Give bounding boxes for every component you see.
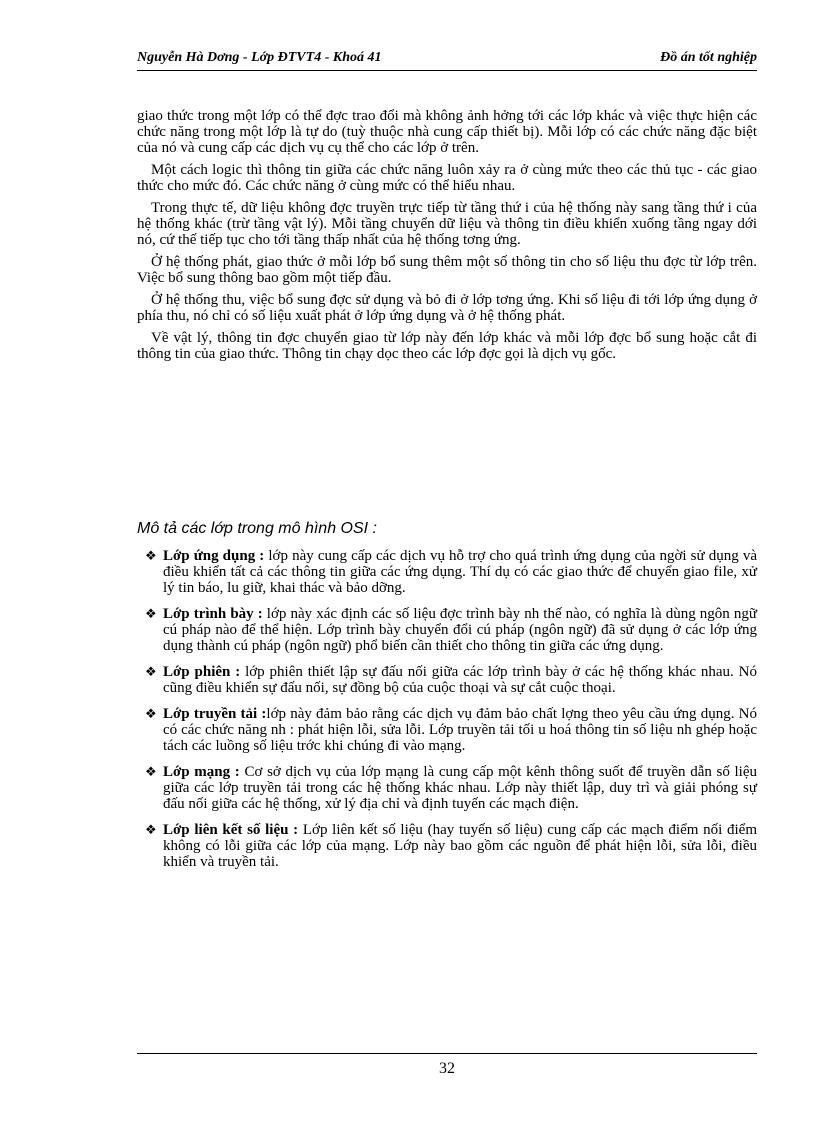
diamond-bullet-icon: ❖ xyxy=(145,706,157,721)
paragraph: Ở hệ thống phát, giao thức ở mỗi lớp bổ sung thêm một số thông tin cho số liệu thu đợc từ lớp trên. Việc bổ sung thông bao gồm một tiếp đầu. xyxy=(137,254,757,286)
diamond-bullet-icon: ❖ xyxy=(145,664,157,679)
footer-rule xyxy=(137,1053,757,1054)
item-text: lớp này đảm bảo rằng các dịch vụ đảm bảo chất lợng theo yêu cầu ứng dụng. Nó có các chức năng nh : phát hiện lỗi, sửa lỗi. Lớp truyền tải tối u hoá thông tin số liệu nh ghép hoặc tách các luồng số liệu trớc khi chúng đi vào mạng. xyxy=(163,706,757,754)
paragraph: Về vật lý, thông tin đợc chuyển giao từ lớp này đến lớp khác và mỗi lớp đợc bổ sung hoặc cắt đi thông tin của giao thức. Thông tin chạy dọc theo các lớp đợc gọi là dịch vụ gốc. xyxy=(137,330,757,362)
item-term: Lớp trình bày : xyxy=(163,606,263,622)
item-term: Lớp ứng dụng : xyxy=(163,548,265,564)
osi-layer-list xyxy=(145,548,757,880)
item-text: lớp này cung cấp các dịch vụ hỗ trợ cho quá trình ứng dụng của ngời sử dụng và điều khiển tất cả các thông tin giữa các ứng dụng. Thí dụ có các giao thức để chuyển giao file, xử lý tin báo, lu giữ, khai thác và bảo dỡng. xyxy=(163,548,757,596)
item-term: Lớp phiên : xyxy=(163,664,241,680)
diamond-bullet-icon: ❖ xyxy=(145,548,157,563)
item-text: lớp phiên thiết lập sự đấu nối giữa các lớp trình bày ở các hệ thống khác nhau. Nó cũng điều khiển sự đấu nối, sự đồng bộ của cuộc thoại và sự cắt cuộc thoại. xyxy=(163,664,757,696)
section-title: Mô tả các lớp trong mô hình OSI : xyxy=(137,520,377,537)
paragraph: Ở hệ thống thu, việc bổ sung đợc sử dụng và bỏ đi ở lớp tơng ứng. Khi số liệu đi tới lớp ứng dụng ở phía thu, nó chỉ có số liệu xuất phát ở lớp ứng dụng và ở hệ thống phát. xyxy=(137,292,757,324)
list-item-application-layer xyxy=(145,548,757,596)
paragraph: Trong thực tế, dữ liệu không đợc truyền trực tiếp từ tầng thứ i của hệ thống này sang tầng thứ i của hệ thống khác (trừ tầng vật lý). Mỗi tầng chuyển dữ liệu và thông tin điều khiển xuống tầng ngay dới nó, cứ thế tiếp tục cho tới tầng thấp nhất của hệ thống tơng ứng. xyxy=(137,200,757,248)
item-text: lớp này xác định các số liệu đợc trình bày nh thế nào, có nghĩa là dùng ngôn ngữ cú pháp nào để thể hiện. Lớp trình bày chuyển đổi cú pháp (ngôn ngữ) đã sử dụng ở các lớp ứng dụng thành cú pháp (ngôn ngữ) phổ biến cần thiết cho thông tin giữa các ứng dụng. xyxy=(163,606,757,654)
list-item-network-layer xyxy=(145,764,757,812)
diamond-bullet-icon: ❖ xyxy=(145,606,157,621)
header-document-type: Đồ án tốt nghiệp xyxy=(660,50,757,65)
diamond-bullet-icon: ❖ xyxy=(145,764,157,779)
header-rule xyxy=(137,70,757,71)
item-term: Lớp liên kết số liệu : xyxy=(163,822,299,838)
diamond-bullet-icon: ❖ xyxy=(145,822,157,837)
list-item-session-layer xyxy=(145,664,757,696)
list-item-transport-layer xyxy=(145,706,757,754)
page-number: 32 xyxy=(439,1060,455,1077)
header-author-class: Nguyễn Hà Dơng - Lớp ĐTVT4 - Khoá 41 xyxy=(137,50,382,65)
item-term: Lớp mạng : xyxy=(163,764,240,780)
item-term: Lớp truyền tải : xyxy=(163,706,267,722)
item-text: Cơ sở dịch vụ của lớp mạng là cung cấp một kênh thông suốt để truyền dẫn số liệu giữa các lớp truyền tải trong các hệ thống khác nhau. Lớp này thiết lập, duy trì và giải phóng sự đấu nối giữa các hệ thống, xử lý địa chỉ và định tuyến các mạch điện. xyxy=(163,764,757,812)
paragraph: Một cách logic thì thông tin giữa các chức năng luôn xảy ra ở cùng mức theo các thủ tục - các giao thức cho mức đó. Các chức năng ở cùng mức có thể hiểu nhau. xyxy=(137,162,757,194)
list-item-presentation-layer xyxy=(145,606,757,654)
page-header xyxy=(137,50,757,72)
list-item-data-link-layer xyxy=(145,822,757,870)
item-text: Lớp liên kết số liệu (hay tuyến số liệu) cung cấp các mạch điểm nối điểm không có lỗi giữa các lớp của mạng. Lớp này bao gồm các nguồn để phát hiện lỗi, sửa lỗi, điều khiển và truyền tải. xyxy=(163,822,757,870)
body-text xyxy=(137,108,757,368)
paragraph: giao thức trong một lớp có thể đợc trao đổi mà không ảnh hởng tới các lớp khác và việc thực hiện các chức năng trong một lớp là tự do (tuỳ thuộc nhà cung cấp thiết bị). Mỗi lớp có các chức năng đặc biệt của nó và cung cấp các dịch vụ cụ thể cho các lớp ở trên. xyxy=(137,108,757,156)
